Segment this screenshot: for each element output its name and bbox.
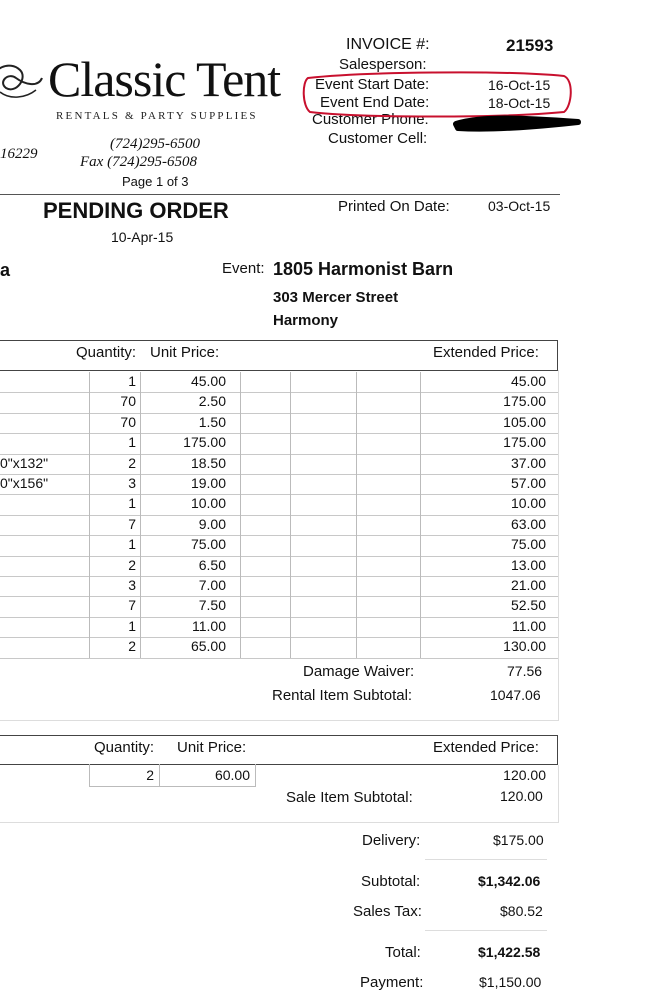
rental-column-divider	[420, 372, 421, 658]
order-status: PENDING ORDER	[43, 198, 229, 223]
rental-row-ext: 37.00	[510, 454, 546, 471]
logo-flourish-icon	[0, 54, 46, 110]
order-date: 10-Apr-15	[111, 229, 174, 245]
salesperson-label: Salesperson:	[339, 56, 427, 73]
rental-header-extended: Extended Price:	[433, 344, 539, 361]
rental-row-ext: 105.00	[503, 413, 546, 430]
rental-row-qty: 1	[128, 617, 136, 634]
rental-row-ext: 21.00	[510, 577, 546, 593]
total-value: $1,422.58	[478, 944, 541, 960]
rental-row-qty: 3	[128, 475, 136, 491]
rental-row-ext: 45.00	[510, 373, 546, 389]
rental-column-divider	[89, 372, 90, 658]
page-indicator: Page 1 of 3	[122, 174, 189, 189]
rental-column-divider	[290, 372, 291, 658]
rental-row-unit: 19.00	[190, 475, 226, 491]
rental-subtotal-value: 1047.06	[490, 687, 541, 703]
company-fax: Fax (724)295-6508	[80, 154, 198, 170]
rental-row-unit: 11.00	[192, 617, 226, 634]
rental-row-qty: 1	[128, 434, 136, 451]
event-address-line1: 303 Mercer Street	[273, 289, 399, 306]
rental-row-qty: 7	[128, 597, 136, 614]
sales-tax-label: Sales Tax:	[353, 903, 422, 920]
rental-row-unit: 18.50	[190, 454, 226, 471]
event-end-value: 18-Oct-15	[488, 95, 551, 111]
customer-cell-label: Customer Cell:	[328, 130, 428, 147]
sale-subtotal-label: Sale Item Subtotal:	[286, 789, 413, 806]
sale-row-ext: 120.00	[503, 767, 546, 783]
header-divider	[0, 194, 560, 195]
damage-waiver-value: 77.56	[507, 663, 543, 679]
printed-on-label: Printed On Date:	[338, 198, 450, 215]
rental-row-unit: 65.00	[190, 638, 226, 655]
event-label: Event:	[222, 260, 265, 277]
rental-row-ext: 13.00	[510, 556, 546, 573]
rental-row-unit: 75.00	[190, 536, 226, 553]
payment-value: $1,150.00	[479, 974, 542, 990]
rental-row-divider	[0, 658, 558, 659]
subtotal-value: $1,342.06	[478, 873, 541, 889]
sales-tax-value: $80.52	[500, 903, 543, 919]
rental-row-unit: 7.00	[198, 577, 226, 593]
rental-row-ext: 52.50	[510, 597, 546, 614]
rental-header-unit-price: Unit Price:	[150, 344, 220, 361]
rental-row-unit: 10.00	[190, 495, 226, 512]
rental-row-ext: 175.00	[503, 393, 546, 410]
sale-row-qty: 2	[146, 767, 154, 783]
rental-row-ext: 57.00	[510, 475, 546, 491]
left-partial-number: 16229	[0, 146, 38, 162]
event-address-line2: Harmony	[273, 312, 339, 329]
rental-row-qty: 2	[128, 556, 136, 573]
rental-row-qty: 3	[128, 577, 136, 593]
rental-row-desc: 0"x156"	[0, 475, 49, 491]
rental-row-unit: 45.00	[190, 373, 226, 389]
rental-row-qty: 2	[128, 454, 136, 471]
event-start-label: Event Start Date:	[315, 76, 430, 93]
rental-subtotal-label: Rental Item Subtotal:	[272, 687, 413, 704]
rental-row-qty: 1	[128, 495, 136, 512]
rental-row-ext: 10.00	[510, 495, 546, 512]
event-start-value: 16-Oct-15	[488, 77, 551, 93]
rental-row-unit: 7.50	[198, 597, 226, 614]
rental-column-divider	[140, 372, 141, 658]
rental-row-qty: 70	[120, 413, 136, 430]
rental-row-qty: 1	[128, 373, 136, 389]
rental-row-unit: 6.50	[198, 556, 226, 573]
sale-row-unit: 60.00	[214, 767, 250, 783]
rental-column-divider	[356, 372, 357, 658]
sale-header-unit-price: Unit Price:	[177, 739, 247, 756]
delivery-label: Delivery:	[362, 832, 421, 849]
event-name: 1805 Harmonist Barn	[273, 259, 454, 279]
payment-label: Payment:	[360, 974, 424, 991]
printed-on-value: 03-Oct-15	[488, 198, 551, 214]
damage-waiver-label: Damage Waiver:	[303, 663, 415, 680]
rental-row-ext: 130.00	[503, 638, 546, 655]
event-end-label: Event End Date:	[320, 94, 430, 111]
redaction-mark	[452, 112, 582, 134]
company-tagline: RENTALS & PARTY SUPPLIES	[56, 110, 258, 122]
subtotal-label: Subtotal:	[361, 873, 421, 890]
rental-row-unit: 2.50	[198, 393, 226, 410]
rental-row-desc: 0"x132"	[0, 454, 49, 471]
delivery-value: $175.00	[493, 832, 544, 848]
invoice-label: INVOICE #:	[346, 36, 430, 53]
company-phone: (724)295-6500	[110, 136, 200, 152]
sale-header-extended: Extended Price:	[433, 739, 539, 756]
sale-header-quantity: Quantity:	[94, 739, 155, 756]
invoice-number: 21593	[506, 36, 554, 55]
rental-row-unit: 175.00	[183, 434, 226, 451]
total-label: Total:	[385, 944, 421, 961]
sale-subtotal-value: 120.00	[500, 788, 543, 804]
customer-name-fragment: a	[0, 260, 11, 280]
rental-row-qty: 1	[128, 536, 136, 553]
customer-phone-label: Customer Phone:	[312, 111, 429, 128]
rental-row-ext: 175.00	[503, 434, 546, 451]
rental-row-qty: 7	[128, 515, 136, 532]
rental-row-qty: 2	[128, 638, 136, 655]
rental-row-ext: 75.00	[510, 536, 546, 553]
rental-row-ext: 11.00	[512, 617, 546, 634]
rental-row-unit: 1.50	[198, 413, 226, 430]
rental-row-unit: 9.00	[198, 515, 226, 532]
company-name: Classic Tent	[48, 51, 281, 107]
rental-row-qty: 70	[120, 393, 136, 410]
rental-row-ext: 63.00	[510, 515, 546, 532]
rental-column-divider	[240, 372, 241, 658]
rental-header-quantity: Quantity:	[76, 344, 137, 361]
